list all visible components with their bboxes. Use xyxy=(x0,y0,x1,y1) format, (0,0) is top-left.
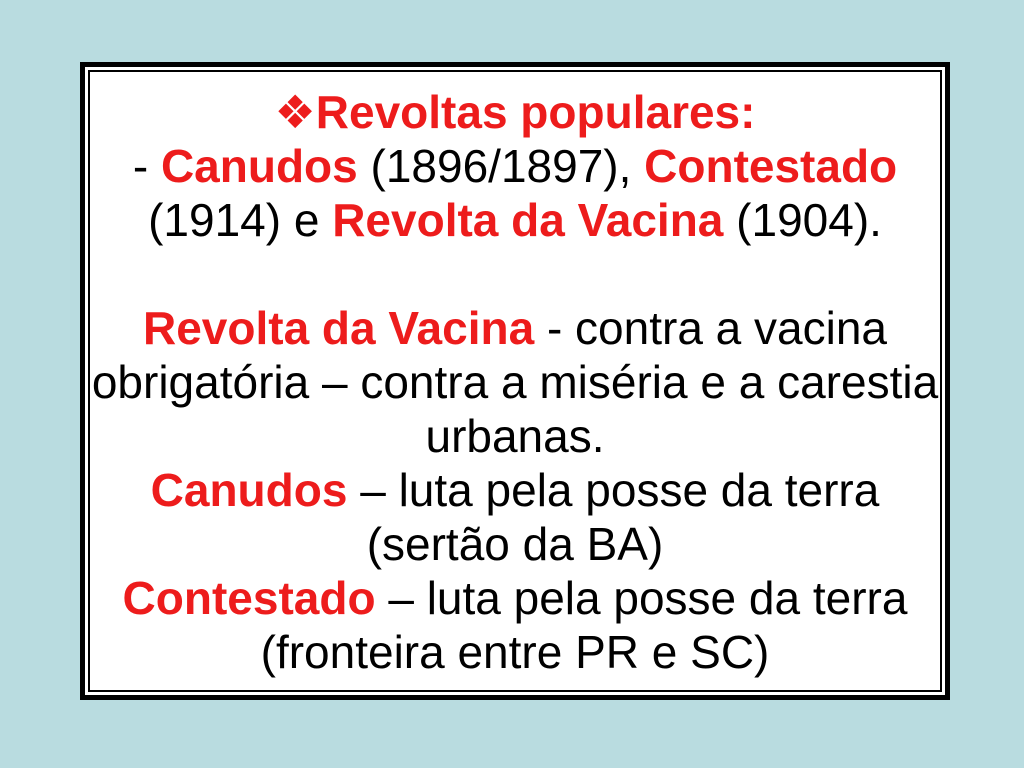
term-revolta-da-vacina: Revolta da Vacina xyxy=(332,194,724,246)
term-canudos: Canudos xyxy=(150,464,348,516)
slide-text-block xyxy=(90,85,940,679)
term-contestado: Contestado xyxy=(644,140,898,192)
text-line xyxy=(90,301,940,355)
text-segment: (1904). xyxy=(723,194,882,246)
text-line xyxy=(90,193,940,247)
text-line xyxy=(90,463,940,517)
term-canudos: Canudos xyxy=(160,140,358,192)
text-line xyxy=(90,517,940,571)
text-line xyxy=(90,571,940,625)
text-segment: - xyxy=(132,140,161,192)
slide-title: Revoltas populares: xyxy=(315,86,756,138)
text-segment: (sertão da BA) xyxy=(366,518,664,570)
text-segment: urbanas. xyxy=(425,410,605,462)
diamond-bullet-icon: ❖ xyxy=(274,86,316,138)
term-revolta-da-vacina: Revolta da Vacina xyxy=(142,302,535,354)
text-segment: (1914) e xyxy=(148,194,333,246)
text-segment: (1896/1897), xyxy=(357,140,645,192)
text-line xyxy=(90,409,940,463)
text-line xyxy=(90,139,940,193)
text-line xyxy=(90,247,940,301)
text-line xyxy=(90,85,940,139)
text-segment: obrigatória – contra a miséria e a carestia xyxy=(91,356,939,408)
text-line xyxy=(90,355,940,409)
term-contestado: Contestado xyxy=(122,572,376,624)
text-segment: – luta pela posse da terra xyxy=(375,572,908,624)
text-segment: – luta pela posse da terra xyxy=(347,464,880,516)
text-segment: (fronteira entre PR e SC) xyxy=(260,626,770,678)
content-box xyxy=(80,62,950,700)
text-line xyxy=(90,625,940,679)
text-segment: - contra a vacina xyxy=(534,302,888,354)
content-box-inner-border xyxy=(88,70,942,692)
